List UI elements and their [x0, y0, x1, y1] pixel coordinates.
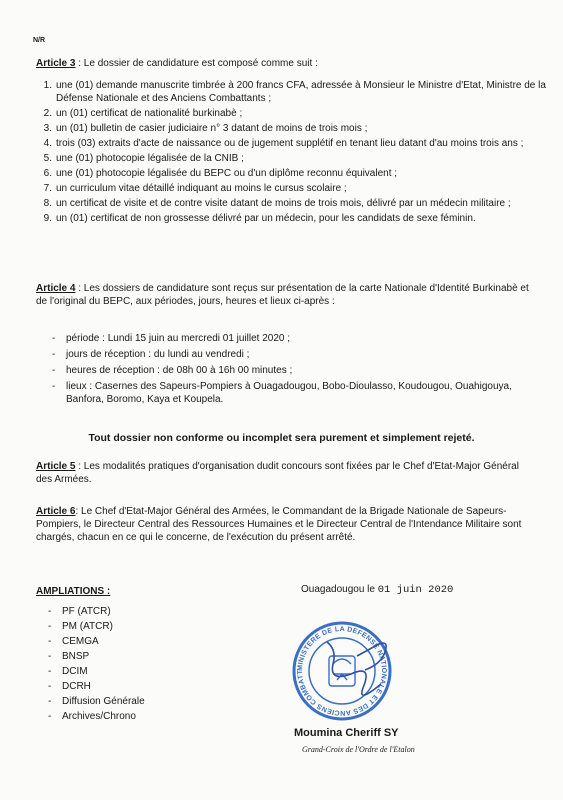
list-item: - lieux : Casernes des Sapeurs-Pompiers à Ouagadougou, Bobo-Dioulasso, Koudougou, Ouahigouya, Banfora, Boromo, Kaya et Koupela. [66, 380, 536, 406]
article-6-label: Article 6 [36, 506, 76, 517]
signer-title: Grand-Croix de l'Ordre de l'Etalon [302, 745, 415, 754]
list-item: - PM (ATCR) [62, 620, 145, 633]
list-item: 8. un certificat de visite et de contre visite datant de moins de trois mois, délivré par un médecin militaire ; [43, 198, 511, 209]
list-item: - PF (ATCR) [62, 605, 145, 618]
stamp-text: MINISTERE DE LA DEFENSE NATIONALE ET DES ANCIENS COMBATT [296, 625, 388, 717]
article-6-text: : Le Chef d'Etat-Major Général des Armées, le Commandant de la Brigade Nationale de Sapeurs-Pompiers, le Directeur Central des Ressources Humaines et le Directeur Central de l'Intendance Militaire sont chargés, chacun en ce qui le concerne, de l'exécution du présent arrêté. [36, 506, 522, 543]
article-4-intro [36, 282, 536, 308]
list-item: - CEMGA [62, 635, 145, 648]
article-3-intro [36, 57, 536, 70]
ampliations-title: AMPLIATIONS : [36, 586, 111, 597]
list-item: 1. une (01) demande manuscrite timbrée à 200 francs CFA, adressée à Monsieur le Ministre d'Etat, Ministre de la Défense Nationale et des Anciens Combattants ; [43, 80, 546, 104]
list-item: 7. un curriculum vitae détaillé indiquant au moins le cursus scolaire ; [43, 183, 347, 194]
list-item: 6. une (01) photocopie légalisée du BEPC ou d'un diplôme reconnu équivalent ; [43, 168, 398, 179]
article-6 [36, 505, 536, 544]
article-5 [36, 460, 536, 486]
list-item: 2. un (01) certificat de nationalité burkinabè ; [43, 108, 243, 119]
list-item: - Archives/Chrono [62, 710, 145, 723]
list-item: - jours de réception : du lundi au vendredi ; [66, 348, 536, 361]
article-4-label: Article 4 [36, 283, 76, 294]
signature-date-line [301, 583, 453, 597]
signer-name: Moumina Cheriff SY [294, 727, 399, 739]
list-item: - Diffusion Générale [62, 695, 145, 708]
rejection-notice: Tout dossier non conforme ou incomplet sera purement et simplement rejeté. [88, 432, 475, 444]
list-item: 5. une (01) photocopie légalisée de la CNIB ; [43, 153, 244, 164]
list-item: - période : Lundi 15 juin au mercredi 01 juillet 2020 ; [66, 332, 536, 345]
article-4-text: : Les dossiers de candidature sont reçus sur présentation de la carte Nationale d'Identité Burkinabè et de l'original du BEPC, aux périodes, jours, heures et lieux ci-après : [36, 283, 529, 307]
list-item: 3. un (01) bulletin de casier judiciaire n° 3 datant de moins de trois mois ; [43, 123, 368, 134]
article-3-list [36, 79, 556, 227]
article-5-text: : Les modalités pratiques d'organisation dudit concours sont fixées par le Chef d'Etat-Major Général des Armées. [36, 461, 519, 485]
article-5-label: Article 5 [36, 461, 76, 472]
article-3-label: Article 3 [36, 58, 76, 69]
list-item: - DCRH [62, 680, 145, 693]
list-item: 4. trois (03) extraits d'acte de naissance ou de jugement supplétif en tenant lieu datant d'au moins trois ans ; [43, 138, 524, 149]
reference-number: N/R [33, 37, 46, 44]
article-3-text: : Le dossier de candidature est composé comme suit : [75, 58, 318, 69]
article-4-list [52, 332, 536, 409]
official-stamp [287, 616, 407, 730]
list-item: - DCIM [62, 665, 145, 678]
ampliations-list [48, 605, 145, 725]
list-item: 9. un (01) certificat de non grossesse délivré par un médecin, pour les candidats de sexe féminin. [43, 213, 476, 224]
list-item: - heures de réception : de 08h 00 à 16h 00 minutes ; [66, 364, 536, 377]
signature-date: 01 juin 2020 [377, 584, 454, 596]
list-item: - BNSP [62, 650, 145, 663]
stamp-seal-icon [287, 616, 407, 726]
signature-place: Ouagadougou le [301, 584, 375, 595]
